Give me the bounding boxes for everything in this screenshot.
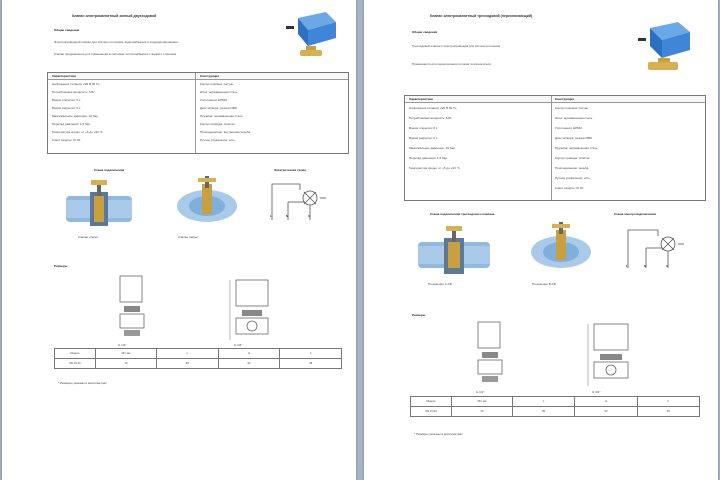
spec-line: Температура среды: от +5 до +93 °С bbox=[52, 130, 103, 134]
wiring-diagram bbox=[264, 176, 334, 226]
table-cell: DN, мм bbox=[96, 349, 157, 359]
spec-line: Корпус клапана: латунь bbox=[555, 106, 589, 110]
spec-col1-heading: Характеристики bbox=[409, 97, 433, 101]
table-cell: DN 15-20 bbox=[55, 359, 96, 369]
table-cell: 15 bbox=[96, 359, 157, 369]
drawing-caption: G 3/4" bbox=[592, 390, 601, 394]
drawing-caption: G 1/2" bbox=[118, 343, 127, 347]
spec-line: Диск затвора: резина NBR bbox=[200, 106, 237, 110]
wiring-label: N bbox=[644, 264, 647, 268]
spec-line: Диск затвора: резина NBR bbox=[555, 136, 592, 140]
table-cell: L bbox=[513, 397, 575, 407]
diagram-caption: Клапан закрыт bbox=[178, 235, 199, 239]
section-heading: Общие сведения bbox=[412, 30, 438, 34]
table-cell: 48 bbox=[280, 359, 342, 369]
diagram-caption: Клапан открыт bbox=[78, 235, 99, 239]
spec-line: Ручное управление: есть bbox=[555, 176, 591, 180]
wiring-heading: Электрическая схема bbox=[274, 168, 306, 172]
spec-line: Температура среды: от +5 до +93 °С bbox=[409, 166, 460, 170]
spec-box bbox=[404, 95, 706, 201]
page-title: Клапан электромагнитный зонный двухходовой bbox=[72, 14, 157, 18]
document-page-left[interactable] bbox=[2, 0, 356, 480]
spec-col1-heading: Характеристики bbox=[52, 74, 76, 78]
diagram-caption: Положение В-АВ bbox=[532, 282, 556, 286]
wiring-label: L bbox=[270, 214, 272, 218]
spec-line: Перепад давления: 1,5 бар bbox=[409, 156, 448, 160]
table-cell: DN, мм bbox=[452, 397, 513, 407]
spec-box-divider bbox=[551, 96, 552, 200]
intro-line: Электроприводной клапан для систем отопления, водоснабжения и кондиционирования bbox=[54, 40, 178, 44]
spec-line: Корпус привода: пластик bbox=[555, 156, 590, 160]
spec-line: Корпус привода: пластик bbox=[200, 122, 235, 126]
table-cell: H bbox=[575, 397, 637, 407]
table-row bbox=[411, 407, 700, 417]
spec-line: Корпус клапана: латунь bbox=[200, 82, 234, 86]
technical-drawing-large bbox=[224, 276, 278, 346]
page-title: Клапан электромагнитный трехходовой (переключающий) bbox=[430, 14, 533, 18]
spec-line: Ручное управление: есть bbox=[200, 138, 236, 142]
spec-line: Присоединение: резьба bbox=[555, 166, 589, 170]
valve-photo bbox=[632, 18, 696, 76]
table-cell: DN 15-20 bbox=[411, 407, 452, 417]
table-cell: 15 bbox=[452, 407, 513, 417]
valve-photo bbox=[282, 8, 342, 58]
valve-diagram-position-b bbox=[528, 220, 594, 274]
spec-line: Время закрытия: 6 с bbox=[409, 136, 438, 140]
spec-box bbox=[47, 72, 349, 154]
spec-line: Время закрытия: 6 с bbox=[52, 106, 81, 110]
spec-line: Перепад давления: 1,5 бар bbox=[52, 122, 91, 126]
technical-drawing-small bbox=[472, 318, 508, 390]
table-cell: h bbox=[280, 349, 342, 359]
table-cell: H bbox=[218, 349, 280, 359]
table-cell: Модель bbox=[411, 397, 452, 407]
spec-line: Максимальное давление: 16 бар bbox=[409, 146, 455, 150]
table-cell: h bbox=[637, 397, 699, 407]
intro-line: Трехходовой клапан с электроприводом для систем отопления bbox=[412, 44, 501, 48]
spec-line: Класс защиты: IP 20 bbox=[52, 138, 81, 142]
valve-diagram-open bbox=[64, 176, 134, 230]
spec-line: Присоединение: внутренняя резьба bbox=[200, 130, 251, 134]
diagram-caption: Положение А-АВ bbox=[428, 282, 452, 286]
spec-line: Время открытия: 8 с bbox=[409, 126, 438, 130]
spec-line: Шток: нержавеющая сталь bbox=[555, 116, 593, 120]
table-row bbox=[411, 397, 700, 407]
spec-line: Уплотнения: EPDM bbox=[200, 98, 227, 102]
diagram-heading: Схема подключения bbox=[94, 168, 125, 172]
spec-line: Потребляемая мощность: 6 Вт bbox=[52, 90, 95, 94]
table-cell: 92 bbox=[575, 407, 637, 417]
wiring-label: N bbox=[286, 214, 289, 218]
table-row bbox=[55, 359, 342, 369]
spec-col2-heading: Конструкция bbox=[555, 97, 575, 101]
table-cell: Модель bbox=[55, 349, 96, 359]
wiring-label: L bbox=[626, 264, 628, 268]
technical-drawing-small bbox=[114, 272, 150, 342]
wiring-heading: Схема электроподключения bbox=[614, 212, 657, 216]
dimensions-heading: Размеры bbox=[54, 264, 68, 268]
drawing-caption: G 1/2" bbox=[476, 390, 485, 394]
valve-diagram-closed bbox=[174, 174, 240, 228]
wiring-label: V bbox=[666, 264, 669, 268]
section-heading: Общие сведения bbox=[54, 28, 80, 32]
table-cell: 48 bbox=[637, 407, 699, 417]
document-page-right[interactable] bbox=[364, 0, 718, 480]
drawing-caption: G 3/4" bbox=[234, 343, 243, 347]
intro-line: Применяется для переключения потоков теплоносителя bbox=[412, 62, 491, 66]
wiring-label: V bbox=[308, 214, 311, 218]
page-gutter bbox=[356, 0, 364, 480]
footnote: * Размеры указаны в миллиметрах bbox=[58, 381, 107, 385]
spec-line: Потребляемая мощность: 6 Вт bbox=[409, 116, 452, 120]
spec-line: Уплотнения: EPDM bbox=[555, 126, 582, 130]
dimensions-table bbox=[54, 348, 342, 369]
spec-col2-heading: Конструкция bbox=[200, 74, 220, 78]
diagram-heading: Схема подключения трехходового клапана bbox=[430, 212, 495, 216]
spec-line: Время открытия: 8 с bbox=[52, 98, 81, 102]
dimensions-heading: Размеры bbox=[412, 313, 426, 317]
table-cell: 85 bbox=[157, 359, 219, 369]
spec-line: Пружина: нержавеющая сталь bbox=[555, 146, 598, 150]
spec-line: Напряжение питания: 220 В 50 Гц bbox=[409, 106, 457, 110]
spec-line: Напряжение питания: 220 В 50 Гц bbox=[52, 82, 100, 86]
spec-line: Класс защиты: IP 20 bbox=[555, 186, 584, 190]
dimensions-table bbox=[410, 396, 700, 417]
footnote: * Размеры указаны в миллиметрах bbox=[414, 432, 463, 436]
technical-drawing-large bbox=[582, 320, 638, 392]
spec-line: Пружина: нержавеющая сталь bbox=[200, 114, 243, 118]
spec-line: Максимальное давление: 16 бар bbox=[52, 114, 98, 118]
valve-diagram-position-a bbox=[416, 222, 492, 276]
spec-line: Шток: нержавеющая сталь bbox=[200, 90, 238, 94]
table-cell: L bbox=[157, 349, 219, 359]
spec-box-divider bbox=[195, 73, 196, 153]
intro-line: Клапан предназначен для применения в системах теплоснабжения с водой и гликолем bbox=[54, 52, 177, 56]
table-cell: 92 bbox=[218, 359, 280, 369]
table-row bbox=[55, 349, 342, 359]
table-cell: 85 bbox=[513, 407, 575, 417]
